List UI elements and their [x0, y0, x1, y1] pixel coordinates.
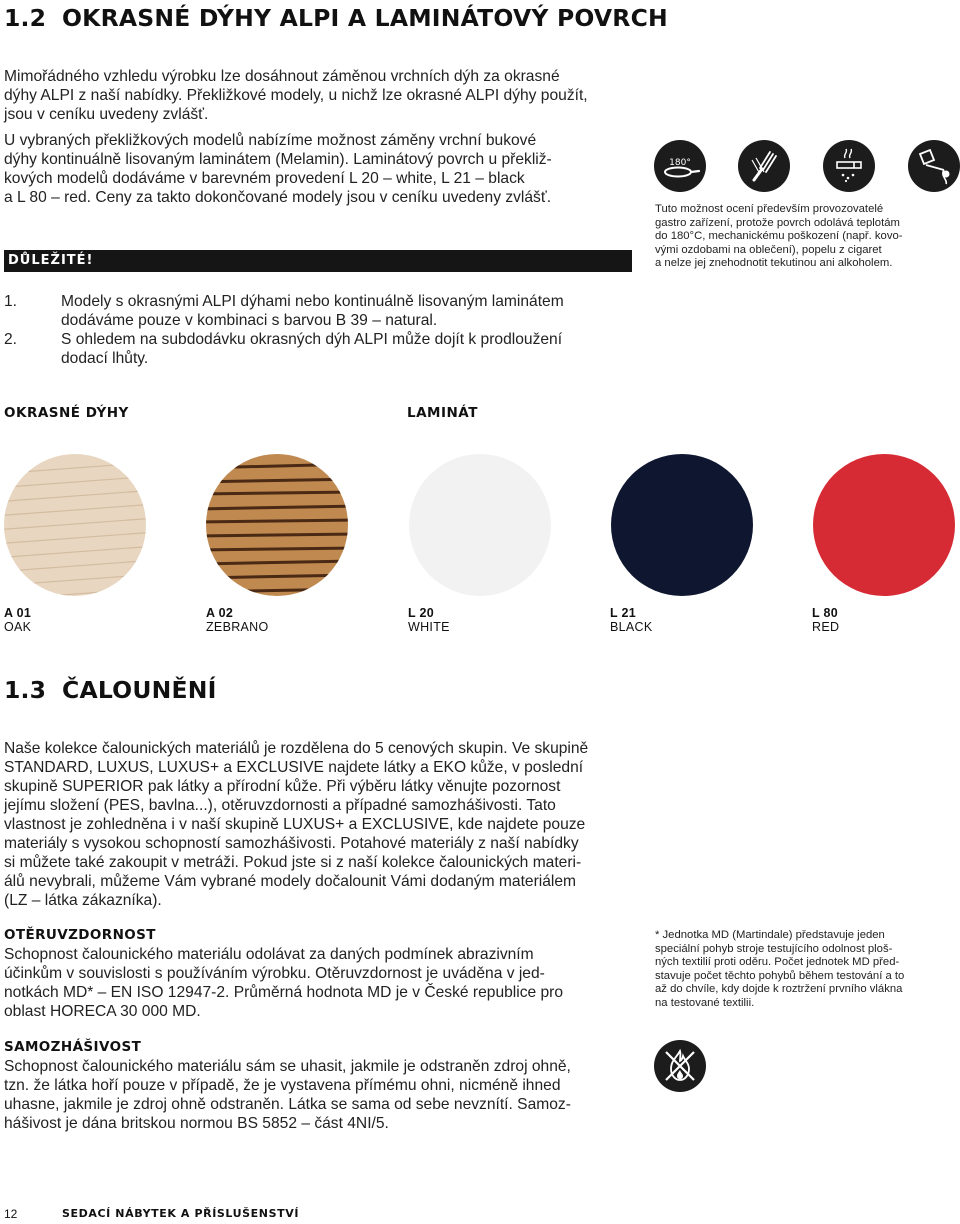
text-line: jejímu složení (PES, bavlna...), otěruvzdornosti a případné samozhášivosti. Tato — [4, 797, 556, 814]
swatch-label — [408, 606, 450, 634]
liquid-spill-icon — [908, 140, 960, 192]
text-line: ných textilií proti oděru. Počet jednotek MD před- — [655, 956, 900, 969]
swatch-code: A 01 — [4, 606, 32, 620]
section-title: OKRASNÉ DÝHY ALPI A LAMINÁTOVÝ POVRCH — [62, 4, 668, 32]
heat-label: 180° — [669, 158, 691, 168]
laminate-intro-paragraph — [4, 131, 552, 207]
text-line: a L 80 – red. Ceny za takto dokončované modely jsou v ceníku uvedeny zvlášť. — [4, 189, 552, 206]
upholstery-intro-paragraph — [4, 739, 588, 910]
swatch-name: BLACK — [610, 620, 653, 634]
heat-180-icon — [654, 140, 706, 192]
swatch-white — [409, 454, 551, 596]
list-number: 2. — [4, 331, 18, 348]
text-line: vými ozdobami na oblečení), popelu z cigaret — [655, 243, 882, 256]
text-line: až do chvíle, kdy dojde k roztržení prvního vlákna — [655, 983, 903, 996]
swatch-code: L 21 — [610, 606, 636, 620]
swatch-code: L 20 — [408, 606, 434, 620]
important-list — [4, 292, 564, 368]
text-line: notkách MD* – EN ISO 12947-2. Průměrná hodnota MD je v České republice pro — [4, 984, 564, 1001]
footer-title: SEDACÍ NÁBYTEK A PŘÍSLUŠENSTVÍ — [62, 1207, 300, 1220]
text-line: vlastnost je zohledněna i v naší skupině LUXUS+ a EXCLUSIVE, kde najdete pouze — [4, 816, 586, 833]
no-flame-icon — [654, 1040, 706, 1092]
important-banner — [4, 250, 632, 272]
text-line: účinkům v souvislosti s používáním výrobku. Otěruvzdornost je uváděna v jed- — [4, 965, 545, 982]
swatch-name: ZEBRANO — [206, 620, 269, 634]
text-line: (LZ – látka zákazníka). — [4, 892, 162, 909]
category-veneer-heading: OKRASNÉ DÝHY — [4, 405, 129, 421]
section-heading-1-3 — [4, 676, 217, 704]
text-line: U vybraných překližkových modelů nabízíme možnost záměny vrchní bukové — [4, 132, 537, 149]
text-line: dodací lhůty. — [61, 350, 149, 367]
property-icons — [654, 140, 960, 196]
text-line: hášivost je dána britskou normou BS 5852 – část 4NI/5. — [4, 1115, 389, 1132]
swatch-label — [206, 606, 269, 634]
text-line: Tuto možnost ocení především provozovatelé — [655, 203, 884, 215]
veneer-intro-paragraph — [4, 67, 588, 124]
swatch-oak — [4, 454, 146, 596]
text-line: a nelze jej znehodnotit tekutinou ani alkoholem. — [655, 257, 893, 270]
text-line: materiály s vysokou schopností samozhášivosti. Potahové materiály z naší nabídky — [4, 835, 579, 852]
section-heading-1-2 — [4, 4, 668, 32]
text-line: do 180°C, mechanickému poškození (např. kovo- — [655, 230, 903, 243]
text-line: S ohledem na subdodávku okrasných dýh ALPI může dojít k prodloužení — [61, 331, 563, 348]
fire-retardancy-paragraph — [4, 1057, 571, 1133]
category-laminate-heading: LAMINÁT — [407, 405, 478, 421]
text-line: speciální pohyb stroje testujícího odolnost ploš- — [655, 942, 893, 955]
section-title: ČALOUNĚNÍ — [62, 676, 217, 704]
section-number: 1.2 — [4, 4, 47, 32]
text-line: dýhy kontinuálně lisovaným laminátem (Melamin). Laminátový povrch u překliž- — [4, 151, 552, 168]
swatch-label — [4, 606, 31, 634]
text-line: skupině SUPERIOR pak látky a přírodní kůže. Při výběru látky věnujte pozornost — [4, 778, 561, 795]
swatch-code: A 02 — [206, 606, 234, 620]
swatch-name: RED — [812, 620, 840, 634]
list-item — [4, 292, 564, 330]
swatch-name: WHITE — [408, 620, 450, 634]
text-line: uhasne, jakmile je zdroj ohně odstraněn. Látka se sama od sebe nevznítí. Samoz- — [4, 1096, 571, 1113]
text-line: dýhy ALPI z naší nabídky. Překližkové modely, u nichž lze okrasné ALPI dýhy použít, — [4, 87, 588, 104]
swatch-label — [610, 606, 653, 634]
text-line: Mimořádného vzhledu výrobku lze dosáhnout záměnou vrchních dýh za okrasné — [4, 68, 560, 85]
swatch-zebrano — [206, 454, 348, 596]
text-line: stavuje počet těchto pohybů během testování a to — [655, 969, 905, 982]
text-line: oblast HORECA 30 000 MD. — [4, 1003, 201, 1020]
list-item — [4, 330, 564, 368]
text-line: dodáváme pouze v kombinaci s barvou B 39 – natural. — [61, 312, 438, 329]
fork-scratch-icon — [738, 140, 790, 192]
text-line: STANDARD, LUXUS, LUXUS+ a EXCLUSIVE najdete látky a EKO kůže, v poslední — [4, 759, 584, 776]
text-line: Schopnost čalounického materiálu sám se uhasit, jakmile je odstraněn zdroj ohně, — [4, 1058, 571, 1075]
text-line: * Jednotka MD (Martindale) představuje jeden — [655, 929, 885, 941]
text-line: kových modelů dodáváme v barevném provedení L 20 – white, L 21 – black — [4, 170, 525, 187]
page-number: 12 — [4, 1207, 18, 1221]
text-line: Schopnost čalounického materiálu odolávat za daných podmínek abrazivním — [4, 946, 534, 963]
cigarette-icon — [823, 140, 875, 192]
text-line: jsou v ceníku uvedeny zvlášť. — [4, 106, 209, 123]
abrasion-paragraph — [4, 945, 563, 1021]
swatch-code: L 80 — [812, 606, 838, 620]
important-label: DŮLEŽITÉ! — [8, 253, 94, 268]
list-number: 1. — [4, 293, 18, 310]
swatch-red — [813, 454, 955, 596]
text-line: gastro zařízení, protože povrch odolává teplotám — [655, 216, 900, 229]
text-line: Modely s okrasnými ALPI dýhami nebo kontinuálně lisovaným laminátem — [61, 293, 564, 310]
fire-retardancy-heading: SAMOZHÁŠIVOST — [4, 1039, 142, 1055]
text-line: na testované textilii. — [655, 996, 755, 1009]
abrasion-heading: OTĚRUVZDORNOST — [4, 927, 156, 943]
swatch-name: OAK — [4, 620, 32, 634]
text-line: si můžete také zakoupit v metráži. Pokud jste si z naší kolekce čalounických materi- — [4, 854, 582, 871]
section-number: 1.3 — [4, 676, 47, 704]
text-line: Naše kolekce čalounických materiálů je rozdělena do 5 cenových skupin. Ve skupině — [4, 740, 589, 757]
text-line: tzn. že látka hoří pouze v případě, že je vystavena přímému ohni, nicméně ihned — [4, 1077, 561, 1094]
swatch-label — [812, 606, 839, 634]
swatch-black — [611, 454, 753, 596]
text-line: álů nevybrali, můžeme Vám vybrané modely dočalounit Vámi dodaným materiálem — [4, 873, 577, 890]
icons-note — [655, 203, 903, 271]
martindale-footnote — [655, 929, 904, 1011]
